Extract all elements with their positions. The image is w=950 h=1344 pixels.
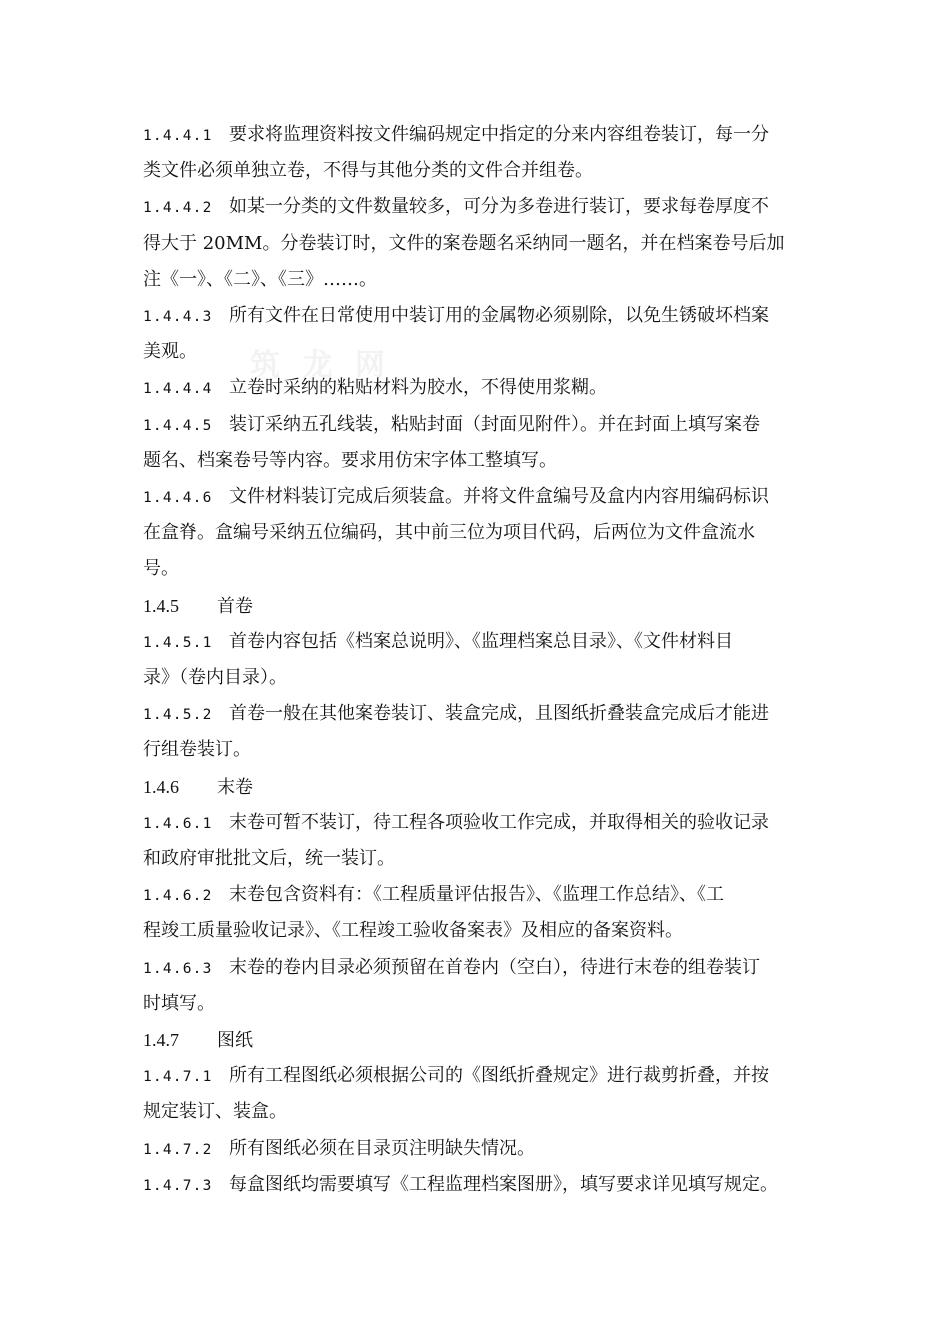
clause-text: 规定装订、装盒。 <box>143 1101 287 1123</box>
clause-paragraph <box>143 298 823 370</box>
clause-paragraph <box>143 1131 823 1167</box>
text-line <box>143 1167 823 1203</box>
watermark: 筑 龙 网 <box>250 348 391 383</box>
clause-text: 时填写。 <box>143 992 215 1014</box>
clause-text: 末卷包含资料有：《工程质量评估报告》、《监理工作总结》、《工 <box>229 884 724 906</box>
clause-text: 文件材料装订完成后须装盒。并将文件盒编号及盒内内容用编码标识 <box>229 486 769 507</box>
text-line <box>143 407 823 443</box>
text-line <box>143 696 823 732</box>
clause-text: 首卷一般在其他案卷装订、装盒完成，且图纸折叠装盒完成后才能进 <box>229 703 769 725</box>
clause-text: 所有工程图纸必须根据公司的《图纸折叠规定》进行裁剪折叠，并按 <box>229 1065 769 1087</box>
clause-text: 末卷的卷内目录必须预留在首卷内（空白），待进行末卷的组卷装订 <box>229 956 760 978</box>
clause-number: 1.4.7 <box>143 1030 179 1050</box>
text-line <box>143 1058 823 1094</box>
text-line <box>143 334 823 370</box>
clause-number: 1.4.7.1 <box>143 1069 213 1086</box>
text-line <box>143 769 823 805</box>
clause-number: 1.4.4.5 <box>143 417 213 434</box>
clause-paragraph <box>143 877 823 949</box>
clause-paragraph <box>143 950 823 1022</box>
clause-text: 所有文件在日常使用中装订用的金属物必须剔除，以免生锈破坏档案 <box>229 305 769 326</box>
text-line <box>143 841 823 877</box>
clause-text: 和政府审批批文后，统一装订。 <box>143 847 395 869</box>
clause-paragraph <box>143 1058 823 1130</box>
clause-text: 美观。 <box>143 341 197 363</box>
clause-number: 1.4.5.1 <box>143 634 213 651</box>
text-line <box>143 913 823 949</box>
clause-paragraph <box>143 189 823 298</box>
clause-text: 类文件必须单独立卷，不得与其他分类的文件合并组卷。 <box>143 160 593 182</box>
clause-text: 程竣工质量验收记录》、《工程竣工验收备案表》及相应的备案资料。 <box>143 920 683 942</box>
text-line <box>143 479 823 515</box>
text-line <box>143 298 823 334</box>
clause-text: 首卷 <box>217 595 253 617</box>
text-line <box>143 370 823 406</box>
clause-text: 所有图纸必须在目录页注明缺失情况。 <box>229 1137 535 1159</box>
clause-text: 在盒脊。盒编号采纳五位编码，其中前三位为项目代码，后两位为文件盒流水 <box>143 522 755 544</box>
clause-text: 如某一分类的文件数量较多，可分为多卷进行装订，要求每卷厚度不 <box>229 196 769 218</box>
text-line <box>143 950 823 986</box>
clause-paragraph <box>143 696 823 768</box>
clause-text: 末卷 <box>217 776 253 798</box>
clause-text: 号。 <box>143 558 179 580</box>
clause-text: 每盒图纸均需要填写《工程监理档案图册》，填写要求详见填写规定。 <box>229 1173 778 1195</box>
clause-paragraph <box>143 479 823 588</box>
clause-text: 题名、档案卷号等内容。要求用仿宋字体工整填写。 <box>143 449 557 471</box>
clause-number: 1.4.7.2 <box>143 1141 213 1158</box>
clause-number: 1.4.5.2 <box>143 707 213 724</box>
text-line <box>143 877 823 913</box>
text-line <box>143 805 823 841</box>
clause-paragraph <box>143 117 823 189</box>
text-line <box>143 443 823 479</box>
clause-number: 1.4.4.3 <box>143 309 213 325</box>
clause-number: 1.4.6.3 <box>143 960 213 977</box>
clause-number: 1.4.6.2 <box>143 888 213 905</box>
text-line <box>143 1022 823 1058</box>
clause-text: 录》（卷内目录）。 <box>143 666 287 688</box>
clause-text: 图纸 <box>217 1030 253 1051</box>
text-line <box>143 660 823 696</box>
text-line <box>143 1094 823 1130</box>
clause-number: 1.4.6.1 <box>143 815 213 832</box>
text-line <box>143 262 823 298</box>
text-line <box>143 117 823 153</box>
clause-text: 末卷可暂不装订，待工程各项验收工作完成，并取得相关的验收记录 <box>229 811 769 833</box>
clause-number: 1.4.5 <box>143 595 179 616</box>
clause-paragraph <box>143 407 823 479</box>
clause-number: 1.4.4.6 <box>143 490 213 506</box>
clause-number: 1.4.6 <box>143 776 179 797</box>
clause-number: 1.4.4.4 <box>143 381 213 398</box>
text-line <box>143 986 823 1022</box>
text-line <box>143 226 823 262</box>
text-line <box>143 189 823 225</box>
text-line <box>143 588 823 624</box>
text-line <box>143 624 823 660</box>
clause-paragraph <box>143 624 823 696</box>
clause-paragraph <box>143 805 823 877</box>
clause-text: 立卷时采纳的粘贴材料为胶水，不得使用浆糊。 <box>229 377 607 399</box>
text-line <box>143 153 823 189</box>
clause-number: 1.4.4.1 <box>143 128 213 144</box>
clause-text: 首卷内容包括《档案总说明》、《监理档案总目录》、《文件材料目 <box>229 630 733 652</box>
text-line <box>143 1131 823 1167</box>
clause-text: 要求将监理资料按文件编码规定中指定的分来内容组卷装订，每一分 <box>229 124 769 145</box>
clause-number: 1.4.7.3 <box>143 1177 213 1194</box>
text-line <box>143 551 823 587</box>
clause-text: 行组卷装订。 <box>143 739 251 761</box>
clause-text: 装订采纳五孔线装，粘贴封面（封面见附件）。并在封面上填写案卷 <box>229 413 760 435</box>
section-heading <box>143 769 823 805</box>
clause-paragraph <box>143 370 823 406</box>
clause-paragraph <box>143 1167 823 1203</box>
clause-text: 得大于 20MM。分卷装订时，文件的案卷题名采纳同一题名，并在档案卷号后加 <box>143 232 785 254</box>
text-line <box>143 732 823 768</box>
text-line <box>143 515 823 551</box>
section-heading <box>143 588 823 624</box>
clause-text: 注《一》、《二》、《三》……。 <box>143 268 377 290</box>
clause-number: 1.4.4.2 <box>143 200 213 217</box>
section-heading <box>143 1022 823 1058</box>
